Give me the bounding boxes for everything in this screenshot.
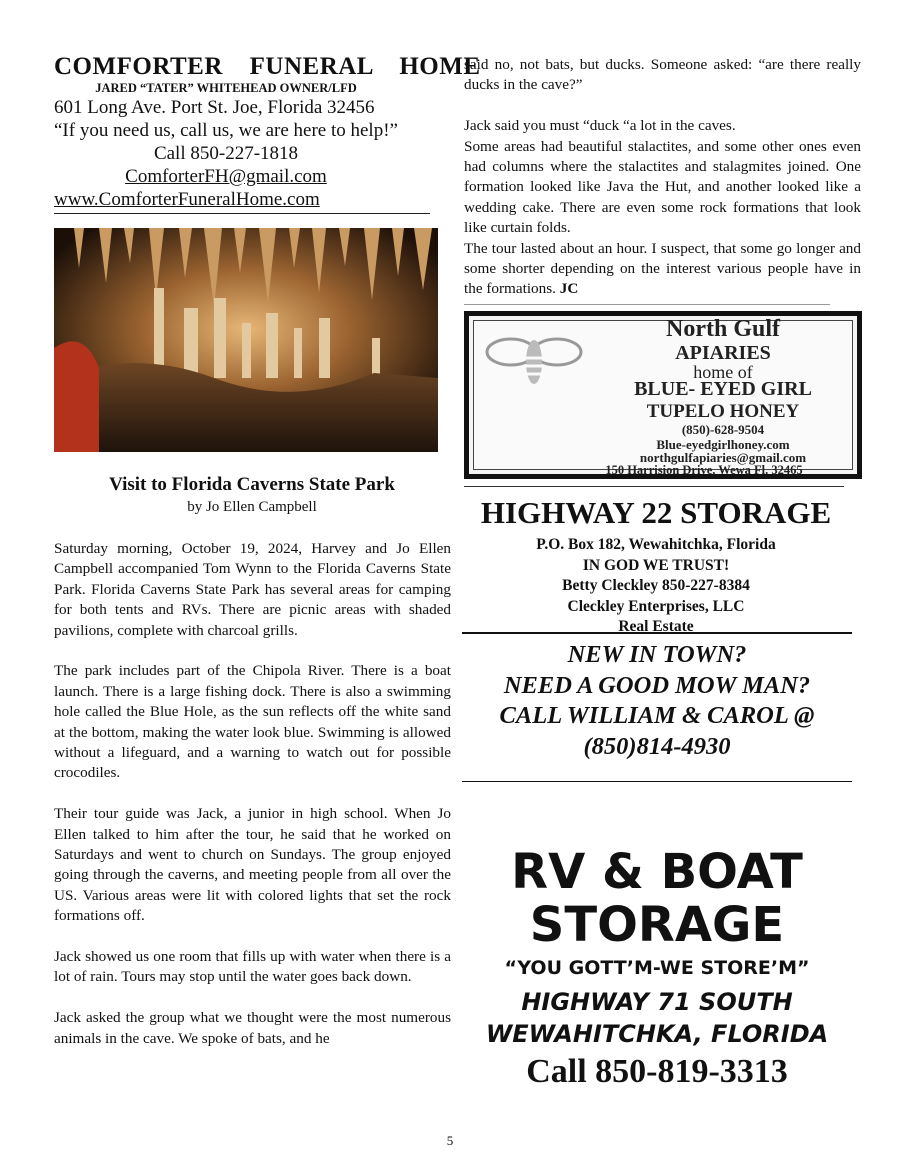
apiaries-address: 150 Harrision Drive, Wewa Fl. 32465 — [605, 463, 803, 477]
mow-man-ad — [462, 640, 852, 762]
bee-icon — [481, 330, 587, 390]
rv-road: HIGHWAY 71 SOUTH — [521, 988, 793, 1016]
article-paragraph: Jack showed us one room that fills up with water when there is a lot of rain. Tours may stop until the water goes back down. — [54, 948, 451, 986]
divider — [462, 781, 852, 782]
funeral-home-owner: JARED “TATER” WHITEHEAD OWNER/LFD — [95, 81, 357, 95]
funeral-home-address: 601 Long Ave. Port St. Joe, Florida 32456 — [54, 97, 375, 118]
funeral-home-email[interactable]: ComforterFH@gmail.com — [125, 166, 327, 187]
funeral-home-phone: Call 850-227-1818 — [153, 143, 299, 164]
rv-phone: Call 850-819-3313 — [526, 1053, 788, 1090]
storage-company: Cleckley Enterprises, LLC — [567, 597, 745, 615]
article-paragraph: The park includes part of the Chipola River. There is a boat launch. There is a large fishing dock. There is also a swimming hole called the Blue Hole, as the sun reflects off the white sand at the bottom, making the water look blue. Swimming is allowed without a lifeguard, and a warning to watch out for possible crocodiles. — [54, 662, 451, 782]
article-paragraph: Some areas had beautiful stalactites, and some other ones even had columns where the stalactites and stalagmites joined. One formation looked like Java the Hut, and another looked like a wedding cake. There are even some rock formations that look like curtain folds. — [464, 137, 861, 237]
article-body-right — [464, 55, 861, 300]
apiaries-product: TUPELO HONEY — [646, 401, 800, 422]
article-paragraph: Jack said you must “duck “a lot in the caves. — [464, 117, 736, 135]
cave-illustration — [54, 228, 438, 452]
article-byline: by Jo Ellen Campbell — [187, 499, 317, 515]
divider — [464, 486, 844, 487]
apiaries-email[interactable]: northgulfapiaries@gmail.com — [639, 450, 807, 465]
mow-line: NEED A GOOD MOW MAN? — [503, 671, 811, 699]
rv-boat-storage-ad — [462, 846, 852, 1092]
funeral-home-name: COMFORTER FUNERAL HOME — [54, 53, 481, 80]
storage-address: P.O. Box 182, Wewahitchka, Florida — [536, 536, 776, 553]
storage-contact: Betty Cleckley 850-227-8384 — [562, 577, 750, 594]
cave-photo — [54, 228, 438, 452]
funeral-home-website[interactable]: www.ComforterFuneralHome.com — [54, 189, 320, 210]
apiaries-brand: BLUE- EYED GIRL — [634, 378, 812, 400]
article-paragraph: Their tour guide was Jack, a junior in high school. When Jo Ellen talked to him after the tour, he said that he worked on Saturdays and went to church on Sundays. The group enjoyed going through the caverns, and meeting people from all over the US. Various areas were lit with colored lights that set the rock formations off. — [54, 805, 451, 925]
mow-line: NEW IN TOWN? — [567, 641, 747, 668]
article-paragraph — [464, 239, 861, 300]
storage-real-estate: Real Estate — [618, 618, 694, 635]
rv-headline-1: RV & BOAT — [511, 844, 803, 900]
article-title: Visit to Florida Caverns State Park — [109, 474, 395, 495]
storage-motto: IN GOD WE TRUST! — [582, 556, 730, 574]
apiaries-name: North Gulf — [666, 316, 780, 342]
divider — [462, 632, 852, 634]
funeral-home-ad — [54, 53, 481, 214]
apiaries-phone: (850)-628-9504 — [681, 422, 765, 437]
article-paragraph: Saturday morning, October 19, 2024, Harvey and Jo Ellen Campbell accompanied Tom Wynn to the Florida Caverns State Park. Florida Caverns State Park has several areas for camping for both tents and RVs. There are picnic areas with shaded pavilions, complete with charcoal grills. — [54, 540, 451, 639]
apiaries-subtitle: APIARIES — [675, 342, 771, 364]
highway-22-storage-ad — [464, 496, 848, 638]
storage-headline: HIGHWAY 22 STORAGE — [480, 495, 832, 530]
funeral-home-slogan: “If you need us, call us, we are here to help!” — [54, 120, 398, 141]
page-number: 5 — [446, 1133, 454, 1148]
apiaries-home-of: home of — [693, 362, 753, 382]
article-paragraph: Jack asked the group what we thought were the most numerous animals in the cave. We spoke of bats, and he — [54, 1009, 451, 1047]
divider — [464, 304, 830, 305]
rv-headline-2: STORAGE — [529, 897, 785, 953]
article-body-left — [54, 539, 451, 1069]
apiaries-ad — [464, 311, 862, 479]
mow-line: CALL WILLIAM & CAROL @ — [499, 702, 815, 729]
rv-town: WEWAHITCHKA, FLORIDA — [485, 1020, 829, 1048]
apiaries-website[interactable]: Blue-eyedgirlhoney.com — [656, 437, 790, 452]
divider — [54, 213, 430, 214]
rv-slogan: “YOU GOTT’M-WE STORE’M” — [504, 957, 810, 979]
mow-phone: (850)814-4930 — [583, 732, 731, 760]
article-paragraph: said no, not bats, but ducks. Someone asked: “are there really ducks in the cave?” — [464, 56, 861, 94]
article-paragraph-text: The tour lasted about an hour. I suspect, that some go longer and some shorter depending on the interest various people have in the formations. — [464, 239, 861, 298]
article-signature: JC — [559, 280, 579, 298]
